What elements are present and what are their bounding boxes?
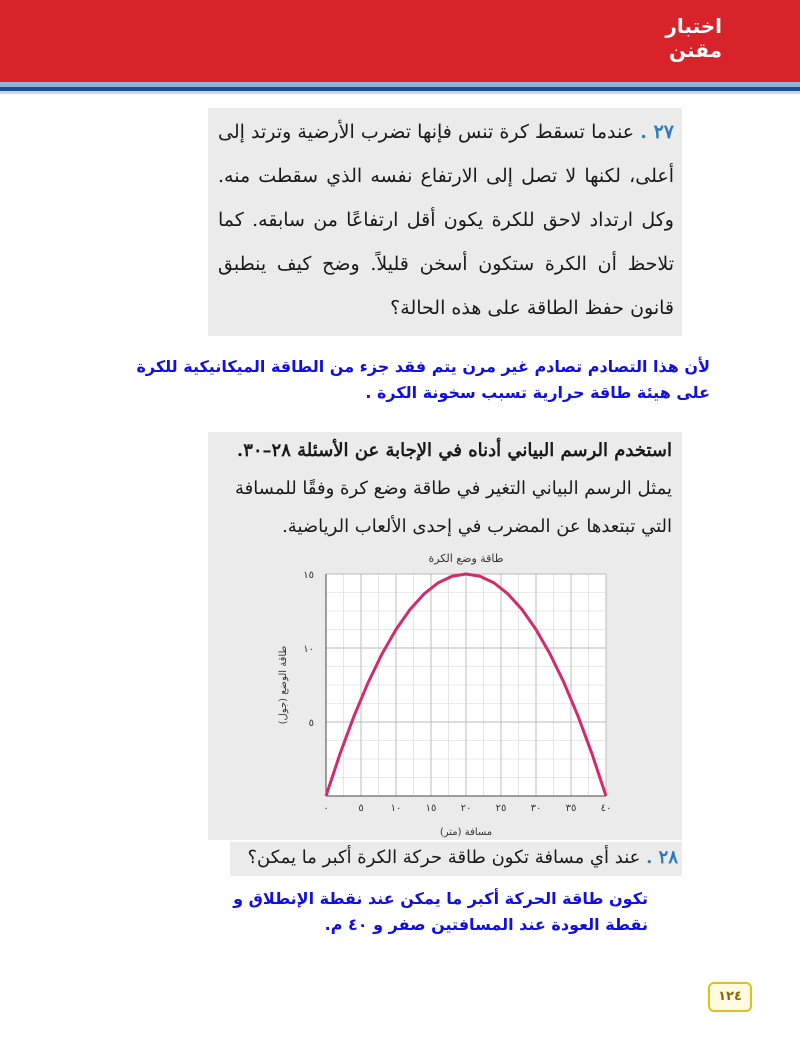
x-tick-label: ٢٥ (495, 803, 507, 814)
answer-27: لأن هذا التصادم تصادم غير مرن يتم فقد جزء من الطاقة الميكانيكية للكرة على هيئة طاقة حرارية تسبب سخونة الكرة . (136, 357, 710, 402)
question-27-text-container (208, 108, 682, 330)
header-stripe (0, 91, 800, 94)
potential-energy-chart (208, 552, 682, 840)
chart-container (208, 552, 682, 840)
graph-intro-text: يمثل الرسم البياني التغير في طاقة وضع كرة وفقًا للمسافة التي تبتعدها عن المضرب في إحدى الألعاب الرياضية. (235, 478, 672, 537)
question-28-block (230, 842, 682, 876)
question-28-text: عند أي مسافة تكون طاقة حركة الكرة أكبر ما يمكن؟ (247, 847, 641, 868)
answer-28: تكون طاقة الحركة أكبر ما يمكن عند نقطة الإنطلاق و نقطة العودة عند المسافتين صفر و ٤٠ م. (233, 889, 648, 934)
x-tick-label: ١٥ (425, 803, 437, 814)
header-title-line2: مقنن (669, 38, 722, 62)
x-tick-label: ٠ (323, 803, 329, 814)
question-27-text: عندما تسقط كرة تنس فإنها تضرب الأرضية وترتد إلى أعلى، لكنها لا تصل إلى الارتفاع نفسه الذي سقطت منه. وكل ارتداد لاحق للكرة يكون أقل ارتفاعًا من سابقه. كما تلاحظ أن الكرة ستكون أسخن قليلاً. وضح كيف ينطبق قانون حفظ الطاقة على هذه الحالة؟ (218, 121, 674, 319)
header-title (665, 14, 722, 62)
y-axis-label: طاقة الوضع (جول) (278, 645, 289, 725)
x-tick-label: ٣٥ (565, 803, 577, 814)
question-27-block (208, 108, 682, 336)
x-tick-label: ٣٠ (530, 803, 542, 814)
header-title-line1: اختبار (665, 14, 722, 38)
x-tick-label: ٢٠ (460, 803, 472, 814)
x-axis-label: مسافة (متر) (439, 827, 493, 838)
y-tick-label: ٥ (308, 718, 314, 729)
question-27-number: ٢٧ . (640, 121, 674, 143)
x-tick-label: ١٠ (390, 803, 402, 814)
y-tick-label: ١٠ (303, 644, 314, 655)
graph-intro-block (208, 432, 682, 840)
chart-title: طاقة وضع الكرة (428, 552, 504, 565)
y-tick-label: ١٥ (303, 570, 314, 581)
graph-intro-lead: استخدم الرسم البياني أدناه في الإجابة عن الأسئلة ٢٨–٣٠. (236, 440, 672, 461)
question-28-number: ٢٨ . (646, 847, 678, 868)
x-tick-label: ٤٠ (600, 803, 612, 814)
x-tick-label: ٥ (358, 803, 364, 814)
page-number: ١٢٤ (708, 982, 752, 1012)
graph-intro-container (208, 432, 682, 546)
